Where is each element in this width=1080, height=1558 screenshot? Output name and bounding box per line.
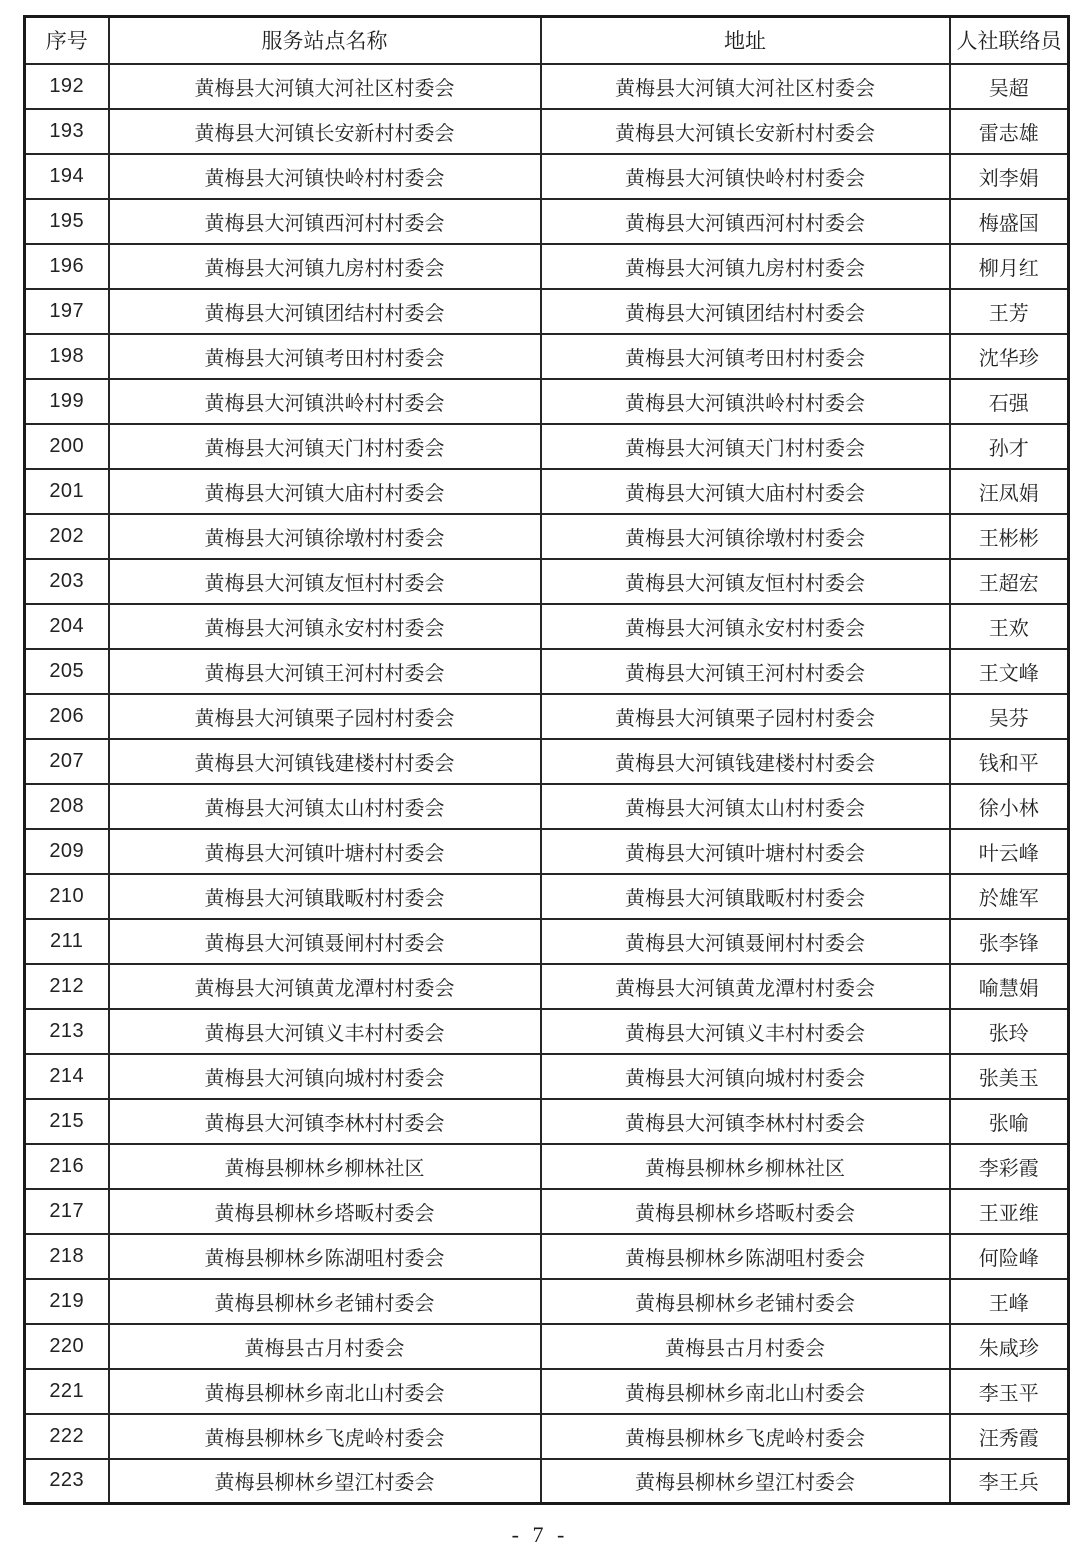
cell-address: 黄梅县大河镇叶塘村村委会	[541, 829, 950, 874]
table-row	[25, 469, 1069, 514]
cell-liaison: 张美玉	[950, 1054, 1069, 1099]
cell-liaison: 王亚维	[950, 1189, 1069, 1234]
cell-station-name: 黄梅县大河镇大河社区村委会	[109, 64, 541, 109]
table-row	[25, 1414, 1069, 1459]
cell-station-name: 黄梅县柳林乡南北山村委会	[109, 1369, 541, 1414]
cell-index: 218	[25, 1234, 109, 1279]
cell-liaison: 柳月红	[950, 244, 1069, 289]
cell-liaison: 刘李娟	[950, 154, 1069, 199]
table-body	[25, 64, 1069, 1504]
cell-liaison: 李王兵	[950, 1459, 1069, 1504]
table-row	[25, 154, 1069, 199]
cell-address: 黄梅县柳林乡陈湖咀村委会	[541, 1234, 950, 1279]
cell-station-name: 黄梅县古月村委会	[109, 1324, 541, 1369]
table-row	[25, 1459, 1069, 1504]
cell-address: 黄梅县柳林乡望江村委会	[541, 1459, 950, 1504]
cell-station-name: 黄梅县大河镇栗子园村村委会	[109, 694, 541, 739]
cell-liaison: 徐小林	[950, 784, 1069, 829]
table-row	[25, 199, 1069, 244]
cell-address: 黄梅县大河镇戢畈村村委会	[541, 874, 950, 919]
cell-station-name: 黄梅县大河镇王河村村委会	[109, 649, 541, 694]
table-row	[25, 109, 1069, 154]
cell-address: 黄梅县古月村委会	[541, 1324, 950, 1369]
table-row	[25, 1099, 1069, 1144]
column-header-index: 序号	[25, 17, 109, 64]
cell-liaison: 王文峰	[950, 649, 1069, 694]
table-row	[25, 244, 1069, 289]
cell-index: 205	[25, 649, 109, 694]
cell-station-name: 黄梅县大河镇钱建楼村村委会	[109, 739, 541, 784]
table-row	[25, 1009, 1069, 1054]
cell-index: 222	[25, 1414, 109, 1459]
cell-station-name: 黄梅县大河镇黄龙潭村村委会	[109, 964, 541, 1009]
table-row	[25, 1054, 1069, 1099]
cell-station-name: 黄梅县柳林乡飞虎岭村委会	[109, 1414, 541, 1459]
table-row	[25, 964, 1069, 1009]
cell-station-name: 黄梅县大河镇西河村村委会	[109, 199, 541, 244]
cell-index: 195	[25, 199, 109, 244]
cell-index: 220	[25, 1324, 109, 1369]
column-header-station: 服务站点名称	[109, 17, 541, 64]
cell-address: 黄梅县大河镇黄龙潭村村委会	[541, 964, 950, 1009]
cell-liaison: 梅盛国	[950, 199, 1069, 244]
cell-station-name: 黄梅县大河镇叶塘村村委会	[109, 829, 541, 874]
table-row	[25, 334, 1069, 379]
cell-liaison: 王彬彬	[950, 514, 1069, 559]
cell-station-name: 黄梅县大河镇义丰村村委会	[109, 1009, 541, 1054]
table-row	[25, 1279, 1069, 1324]
table-row	[25, 1189, 1069, 1234]
cell-station-name: 黄梅县大河镇向城村村委会	[109, 1054, 541, 1099]
cell-liaison: 何险峰	[950, 1234, 1069, 1279]
cell-index: 193	[25, 109, 109, 154]
cell-address: 黄梅县柳林乡老铺村委会	[541, 1279, 950, 1324]
cell-station-name: 黄梅县柳林乡柳林社区	[109, 1144, 541, 1189]
cell-address: 黄梅县大河镇钱建楼村村委会	[541, 739, 950, 784]
cell-index: 202	[25, 514, 109, 559]
cell-station-name: 黄梅县大河镇永安村村委会	[109, 604, 541, 649]
cell-index: 197	[25, 289, 109, 334]
cell-address: 黄梅县大河镇洪岭村村委会	[541, 379, 950, 424]
column-header-liaison: 人社联络员	[950, 17, 1069, 64]
cell-index: 213	[25, 1009, 109, 1054]
cell-station-name: 黄梅县大河镇聂闸村村委会	[109, 919, 541, 964]
cell-address: 黄梅县大河镇考田村村委会	[541, 334, 950, 379]
cell-liaison: 汪凤娟	[950, 469, 1069, 514]
cell-address: 黄梅县大河镇义丰村村委会	[541, 1009, 950, 1054]
cell-liaison: 李彩霞	[950, 1144, 1069, 1189]
table-row	[25, 379, 1069, 424]
cell-station-name: 黄梅县大河镇大庙村村委会	[109, 469, 541, 514]
cell-index: 219	[25, 1279, 109, 1324]
cell-index: 217	[25, 1189, 109, 1234]
cell-liaison: 李玉平	[950, 1369, 1069, 1414]
cell-address: 黄梅县大河镇王河村村委会	[541, 649, 950, 694]
table-header	[25, 17, 1069, 64]
cell-station-name: 黄梅县柳林乡望江村委会	[109, 1459, 541, 1504]
cell-index: 214	[25, 1054, 109, 1099]
cell-liaison: 王峰	[950, 1279, 1069, 1324]
table-row	[25, 289, 1069, 334]
cell-address: 黄梅县柳林乡飞虎岭村委会	[541, 1414, 950, 1459]
table-row	[25, 829, 1069, 874]
cell-liaison: 汪秀霞	[950, 1414, 1069, 1459]
table-row	[25, 1144, 1069, 1189]
cell-station-name: 黄梅县大河镇九房村村委会	[109, 244, 541, 289]
cell-address: 黄梅县大河镇太山村村委会	[541, 784, 950, 829]
cell-liaison: 张李锋	[950, 919, 1069, 964]
cell-station-name: 黄梅县大河镇天门村村委会	[109, 424, 541, 469]
page-number: - 7 -	[511, 1522, 569, 1547]
cell-liaison: 钱和平	[950, 739, 1069, 784]
cell-address: 黄梅县大河镇徐墩村村委会	[541, 514, 950, 559]
cell-station-name: 黄梅县大河镇洪岭村村委会	[109, 379, 541, 424]
table-row	[25, 64, 1069, 109]
cell-liaison: 雷志雄	[950, 109, 1069, 154]
cell-station-name: 黄梅县大河镇太山村村委会	[109, 784, 541, 829]
cell-index: 199	[25, 379, 109, 424]
cell-address: 黄梅县大河镇大河社区村委会	[541, 64, 950, 109]
cell-address: 黄梅县大河镇李林村村委会	[541, 1099, 950, 1144]
cell-address: 黄梅县大河镇天门村村委会	[541, 424, 950, 469]
cell-station-name: 黄梅县大河镇徐墩村村委会	[109, 514, 541, 559]
cell-index: 210	[25, 874, 109, 919]
table-row	[25, 1234, 1069, 1279]
cell-index: 211	[25, 919, 109, 964]
cell-address: 黄梅县大河镇栗子园村村委会	[541, 694, 950, 739]
cell-index: 223	[25, 1459, 109, 1504]
column-header-address: 地址	[541, 17, 950, 64]
cell-index: 196	[25, 244, 109, 289]
cell-index: 201	[25, 469, 109, 514]
cell-liaison: 张喻	[950, 1099, 1069, 1144]
cell-liaison: 於雄军	[950, 874, 1069, 919]
cell-station-name: 黄梅县大河镇李林村村委会	[109, 1099, 541, 1144]
cell-index: 203	[25, 559, 109, 604]
cell-liaison: 孙才	[950, 424, 1069, 469]
cell-index: 192	[25, 64, 109, 109]
table-row	[25, 1369, 1069, 1414]
table-row	[25, 784, 1069, 829]
table-row	[25, 1324, 1069, 1369]
cell-index: 200	[25, 424, 109, 469]
cell-liaison: 喻慧娟	[950, 964, 1069, 1009]
cell-station-name: 黄梅县大河镇快岭村村委会	[109, 154, 541, 199]
cell-station-name: 黄梅县大河镇团结村村委会	[109, 289, 541, 334]
cell-station-name: 黄梅县大河镇友恒村村委会	[109, 559, 541, 604]
cell-index: 216	[25, 1144, 109, 1189]
cell-liaison: 吴芬	[950, 694, 1069, 739]
cell-liaison: 沈华珍	[950, 334, 1069, 379]
cell-address: 黄梅县大河镇快岭村村委会	[541, 154, 950, 199]
header-row	[25, 17, 1069, 64]
cell-index: 212	[25, 964, 109, 1009]
table-row	[25, 559, 1069, 604]
cell-address: 黄梅县大河镇向城村村委会	[541, 1054, 950, 1099]
table-row	[25, 424, 1069, 469]
table-row	[25, 694, 1069, 739]
cell-station-name: 黄梅县柳林乡陈湖咀村委会	[109, 1234, 541, 1279]
cell-index: 198	[25, 334, 109, 379]
cell-index: 207	[25, 739, 109, 784]
cell-liaison: 王芳	[950, 289, 1069, 334]
cell-address: 黄梅县柳林乡南北山村委会	[541, 1369, 950, 1414]
cell-station-name: 黄梅县大河镇长安新村村委会	[109, 109, 541, 154]
cell-liaison: 叶云峰	[950, 829, 1069, 874]
cell-station-name: 黄梅县大河镇考田村村委会	[109, 334, 541, 379]
cell-address: 黄梅县大河镇永安村村委会	[541, 604, 950, 649]
cell-index: 209	[25, 829, 109, 874]
table-row	[25, 919, 1069, 964]
cell-station-name: 黄梅县柳林乡塔畈村委会	[109, 1189, 541, 1234]
cell-address: 黄梅县大河镇大庙村村委会	[541, 469, 950, 514]
cell-liaison: 张玲	[950, 1009, 1069, 1054]
cell-liaison: 吴超	[950, 64, 1069, 109]
cell-address: 黄梅县大河镇九房村村委会	[541, 244, 950, 289]
cell-index: 206	[25, 694, 109, 739]
cell-liaison: 王欢	[950, 604, 1069, 649]
cell-station-name: 黄梅县柳林乡老铺村委会	[109, 1279, 541, 1324]
cell-liaison: 朱咸珍	[950, 1324, 1069, 1369]
cell-station-name: 黄梅县大河镇戢畈村村委会	[109, 874, 541, 919]
cell-liaison: 石强	[950, 379, 1069, 424]
cell-address: 黄梅县大河镇友恒村村委会	[541, 559, 950, 604]
cell-index: 204	[25, 604, 109, 649]
cell-address: 黄梅县大河镇长安新村村委会	[541, 109, 950, 154]
cell-address: 黄梅县柳林乡柳林社区	[541, 1144, 950, 1189]
table-row	[25, 604, 1069, 649]
table-row	[25, 649, 1069, 694]
cell-index: 221	[25, 1369, 109, 1414]
cell-address: 黄梅县大河镇西河村村委会	[541, 199, 950, 244]
table-row	[25, 739, 1069, 784]
cell-index: 194	[25, 154, 109, 199]
cell-index: 208	[25, 784, 109, 829]
table-row	[25, 874, 1069, 919]
cell-index: 215	[25, 1099, 109, 1144]
service-stations-table	[23, 15, 1070, 1505]
table-row	[25, 514, 1069, 559]
cell-address: 黄梅县柳林乡塔畈村委会	[541, 1189, 950, 1234]
cell-address: 黄梅县大河镇聂闸村村委会	[541, 919, 950, 964]
cell-address: 黄梅县大河镇团结村村委会	[541, 289, 950, 334]
cell-liaison: 王超宏	[950, 559, 1069, 604]
